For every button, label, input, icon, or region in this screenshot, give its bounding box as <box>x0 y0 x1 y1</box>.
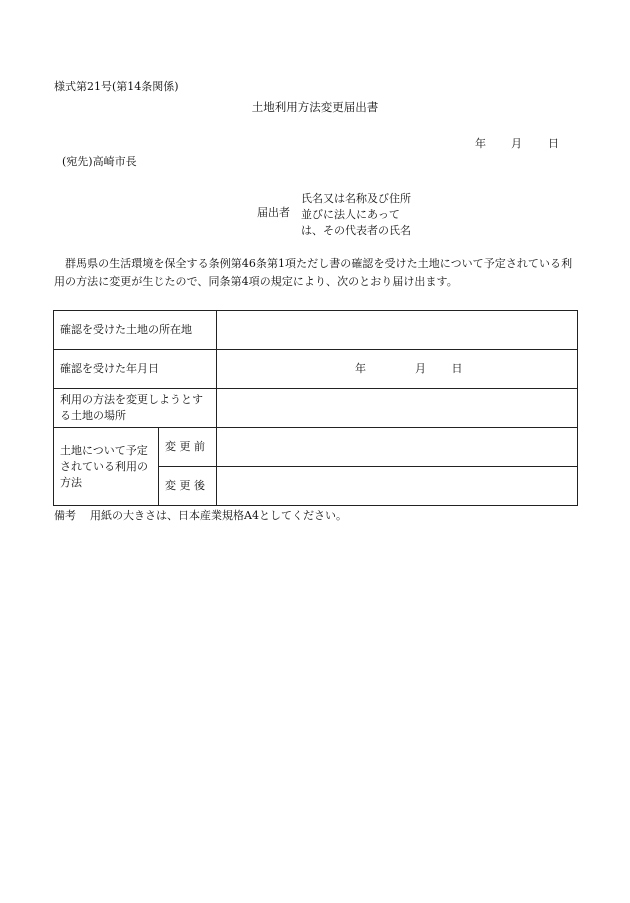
notifier-label: 届出者 <box>257 206 290 219</box>
table-row <box>54 350 578 389</box>
table-row <box>54 389 578 428</box>
confirmation-year-label: 年 <box>355 362 366 375</box>
remarks-label: 備考 <box>54 509 76 522</box>
document-title: 土地利用方法変更届出書 <box>251 100 379 114</box>
change-site-label: 利用の方法を変更しようとする土地の場所 <box>54 389 217 428</box>
before-change-label: 変 更 前 <box>159 428 217 467</box>
remarks <box>54 509 347 524</box>
notification-table <box>53 310 578 506</box>
after-change-field[interactable] <box>217 467 578 506</box>
remarks-text: 用紙の大きさは、日本産業規格A4としてください。 <box>90 509 347 522</box>
change-site-field[interactable] <box>217 389 578 428</box>
table-row <box>54 428 578 467</box>
notifier-line-1: 氏名又は名称及び住所 <box>301 192 411 205</box>
confirmation-month-label: 月 <box>415 362 426 375</box>
planned-use-label: 土地について予定されている利用の方法 <box>54 428 159 506</box>
confirmation-day-label: 日 <box>451 362 463 375</box>
body-paragraph: 群馬県の生活環境を保全する条例第46条第1項ただし書の確認を受けた土地について予定されている利用の方法に変更が生じたので、同条第4項の規定により、次のとおり届け出ます。 <box>54 257 573 288</box>
location-label: 確認を受けた土地の所在地 <box>54 311 217 350</box>
after-change-label: 変 更 後 <box>159 467 217 506</box>
form-number: 様式第21号(第14条関係) <box>54 80 179 93</box>
confirmation-date-field[interactable] <box>217 350 578 389</box>
notifier-description <box>301 191 411 239</box>
confirmation-date-label: 確認を受けた年月日 <box>54 350 217 389</box>
notifier-line-3: は、その代表者の氏名 <box>301 224 411 237</box>
notifier-line-2: 並びに法人にあって <box>301 208 400 221</box>
before-change-field[interactable] <box>217 428 578 467</box>
date-day-label: 日 <box>548 137 559 150</box>
date-year-label: 年 <box>475 137 486 150</box>
table-row <box>54 311 578 350</box>
addressee: (宛先)高崎市長 <box>62 155 137 168</box>
location-field[interactable] <box>217 311 578 350</box>
date-month-label: 月 <box>511 137 522 150</box>
submission-date <box>475 137 559 152</box>
